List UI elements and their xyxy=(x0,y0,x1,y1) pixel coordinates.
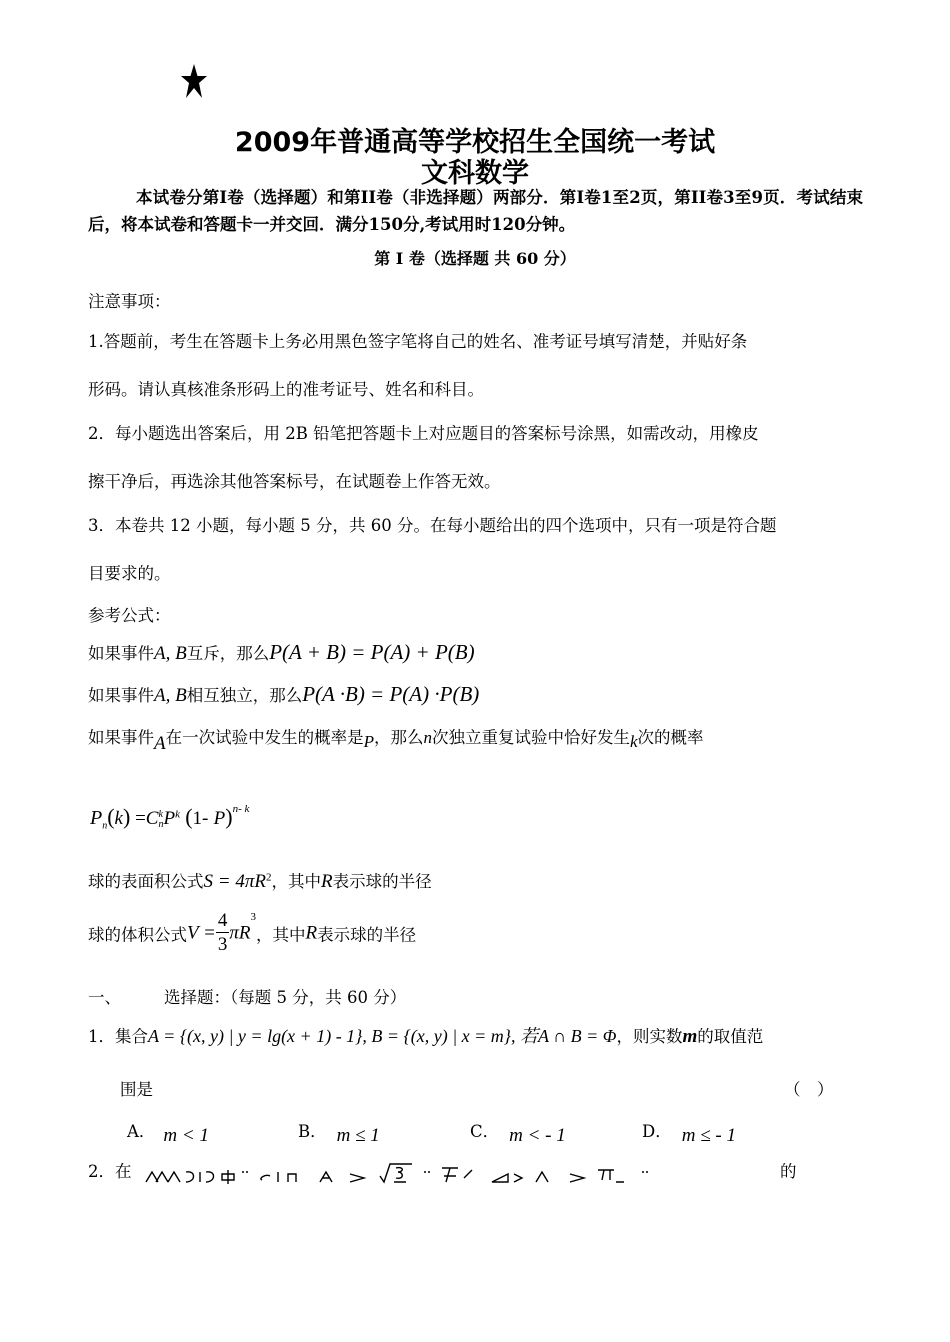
formula-independent xyxy=(88,682,479,707)
formula-exponent: 2 xyxy=(265,871,272,884)
question-1-line-1 xyxy=(88,1022,763,1048)
formula-var-r: R xyxy=(305,922,318,944)
exam-title: 2009年普通高等学校招生全国统一考试 xyxy=(234,127,716,158)
formula-sphere-area xyxy=(88,868,432,893)
garbled-formula-image xyxy=(142,1160,782,1186)
option-c xyxy=(470,1118,566,1146)
exam-subtitle: 文科数学 xyxy=(421,158,529,189)
formula-var-v: V = xyxy=(187,922,216,944)
option-d-value: m ≤ - 1 xyxy=(681,1125,736,1146)
question-2-number: 2．在 xyxy=(88,1162,132,1181)
formula-text: 如果事件 xyxy=(88,686,154,705)
formula-text: 互斥，那么 xyxy=(186,644,270,663)
option-a-label: A． xyxy=(127,1122,156,1141)
formula-var-r: R xyxy=(320,871,333,892)
question-var-m: m xyxy=(682,1026,698,1047)
option-c-value: m < - 1 xyxy=(509,1125,566,1146)
formula-var-k: k xyxy=(630,732,638,751)
formula-text: 相互独立，那么 xyxy=(186,686,303,705)
formula-var-n: n xyxy=(423,728,432,747)
note-1-line-1: 1.答题前，考生在答题卡上务必用黑色签字笔将自己的姓名、准考证号填写清楚，并贴好条 xyxy=(88,332,748,351)
option-b xyxy=(298,1118,380,1146)
formula-vars: A, B xyxy=(154,643,187,664)
formula-bernoulli-equation: $P_n(k) =C$ k n $P^k$ (1- P)$^{n- k}$ xyxy=(90,802,250,832)
option-a xyxy=(127,1118,209,1146)
star-icon xyxy=(181,64,207,98)
volume-title: 第 I 卷（选择题 共 60 分） xyxy=(374,249,576,268)
option-b-value: m ≤ 1 xyxy=(336,1125,380,1146)
formula-text: 在一次试验中发生的概率是 xyxy=(165,728,364,747)
exam-intro: 本试卷分第I卷（选择题）和第II卷（非选择题）两部分．第I卷1至2页，第II卷3至9页．考试结束后，将本试卷和答题卡一并交回．满分150分,考试用时120分钟。 xyxy=(88,188,863,234)
formula-var-p: P xyxy=(363,732,374,751)
formula-exclusive xyxy=(88,640,475,665)
question-1-line-2: 围是 xyxy=(120,1080,153,1099)
note-3-line-2: 目要求的。 xyxy=(88,564,171,583)
option-b-label: B． xyxy=(298,1122,327,1141)
formula-text: 表示球的半径 xyxy=(332,872,432,891)
formula-text: 次的概率 xyxy=(637,728,704,747)
formula-text: 球的体积公式 xyxy=(88,925,187,945)
section-title: 选择题：（每题 5 分，共 60 分） xyxy=(164,988,407,1007)
formula-sphere-volume xyxy=(88,910,416,957)
formula-text: 如果事件 xyxy=(88,644,154,663)
formula-text: 如果事件 xyxy=(88,728,154,747)
note-2-line-2: 擦干净后，再选涂其他答案标号，在试题卷上作答无效。 xyxy=(88,472,501,491)
formula-text: ，其中 xyxy=(255,925,306,945)
formula-text: 球的表面积公式 xyxy=(88,872,204,891)
question-text: ，则实数 xyxy=(616,1027,683,1046)
formula-equation: P(A + B) = P(A) + P(B) xyxy=(269,640,475,664)
formula-text: ，那么 xyxy=(374,728,424,747)
note-1-line-2: 形码。请认真核准条形码上的准考证号、姓名和科目。 xyxy=(88,380,484,399)
question-2-tail: 的 xyxy=(780,1162,797,1181)
question-1-expression: A = {(x, y) | y = lg(x + 1) - 1}, B = {(x, y) | x = m}, 若A ∩ B = Φ xyxy=(148,1026,617,1046)
formula-text: ，其中 xyxy=(271,872,321,891)
formula-bernoulli-text xyxy=(88,724,704,754)
formula-equation: S = 4πR xyxy=(203,871,266,892)
section-label: 一、 xyxy=(88,988,121,1007)
formula-vars: A, B xyxy=(154,685,187,706)
formula-exponent: 3 xyxy=(250,911,256,923)
formula-p: P xyxy=(90,807,103,829)
fraction-numerator: 4 xyxy=(217,910,228,931)
formula-pi-r: πR xyxy=(229,922,251,944)
answer-parentheses: （ ） xyxy=(784,1080,834,1099)
formula-var-a: A xyxy=(154,733,166,754)
formula-text: 次独立重复试验中恰好发生 xyxy=(432,728,630,747)
formula-text: 表示球的半径 xyxy=(317,925,417,945)
option-a-value: m < 1 xyxy=(163,1125,209,1146)
formula-fraction xyxy=(216,910,230,957)
formulas-heading: 参考公式： xyxy=(88,606,171,625)
question-number: 1．集合 xyxy=(88,1027,148,1046)
option-d xyxy=(642,1118,736,1146)
question-text: 的取值范 xyxy=(697,1027,764,1046)
note-2-line-1: 2．每小题选出答案后，用 2B 铅笔把答题卡上对应题目的答案标号涂黑，如需改动，用橡皮 xyxy=(88,424,759,443)
fraction-denominator: 3 xyxy=(217,934,228,955)
note-3-line-1: 3．本卷共 12 小题，每小题 5 分，共 60 分。在每小题给出的四个选项中，只有一项是符合题 xyxy=(88,516,777,535)
option-c-label: C． xyxy=(470,1122,500,1141)
notes-heading: 注意事项： xyxy=(88,292,171,311)
option-d-label: D． xyxy=(642,1122,672,1141)
formula-equation: P(A ·B) = P(A) ·P(B) xyxy=(302,682,480,706)
